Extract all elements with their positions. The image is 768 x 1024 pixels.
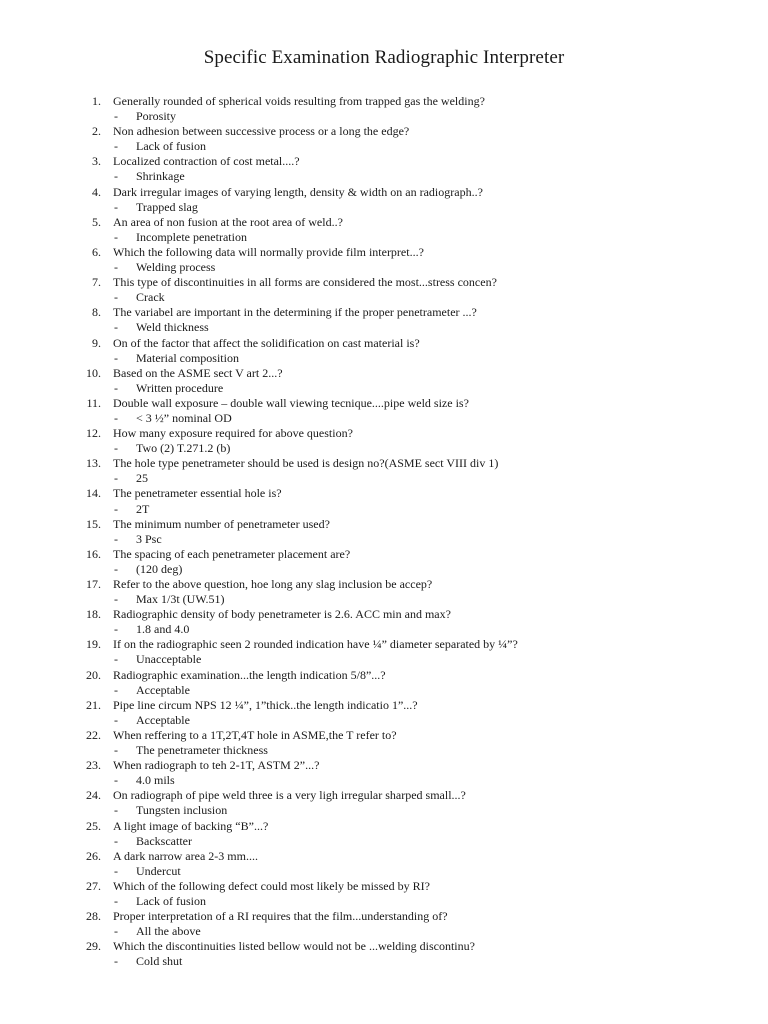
question-number: 28. [86,909,101,924]
question-number: 27. [86,878,101,893]
question-line [0,426,768,441]
answer-bullet: - [114,109,118,124]
question-number: 3. [92,154,101,169]
answer-line [0,894,768,909]
question-list [0,94,768,969]
question-item [0,939,768,969]
answer-line [0,652,768,667]
question-line [0,879,768,894]
answer-text: Shrinkage [136,169,185,184]
answer-line [0,381,768,396]
question-line [0,215,768,230]
answer-bullet: - [114,531,118,546]
question-text: Dark irregular images of varying length, density & width on an radiograph..? [113,184,483,199]
question-text: Non adhesion between successive process or a long the edge? [113,124,410,139]
answer-text: All the above [136,924,201,939]
question-text: How many exposure required for above question? [113,426,353,441]
answer-text: Written procedure [136,380,224,395]
answer-bullet: - [114,803,118,818]
question-text: Generally rounded of spherical voids resulting from trapped gas the welding? [113,94,485,108]
question-line [0,849,768,864]
question-number: 24. [86,788,101,803]
question-text: Double wall exposure – double wall viewing tecnique....pipe weld size is? [113,395,469,410]
question-line [0,819,768,834]
answer-line [0,622,768,637]
question-line [0,637,768,652]
question-line [0,909,768,924]
question-number: 7. [92,275,101,290]
answer-line [0,290,768,305]
question-line [0,245,768,260]
question-item [0,366,768,396]
question-line [0,939,768,954]
question-number: 10. [86,365,101,380]
question-item [0,577,768,607]
question-text: When radiograph to teh 2-1T, ASTM 2”...? [113,758,320,773]
question-number: 29. [86,939,101,954]
question-item [0,486,768,516]
answer-bullet: - [114,652,118,667]
answer-text: Max 1/3t (UW.51) [136,592,225,607]
question-item [0,517,768,547]
question-item [0,607,768,637]
answer-line [0,260,768,275]
question-number: 22. [86,727,101,742]
question-item [0,547,768,577]
question-text: Localized contraction of cost metal....? [113,154,300,169]
answer-text: Cold shut [136,954,183,969]
question-number: 8. [92,305,101,320]
question-line [0,396,768,411]
answer-text: Trapped slag [136,199,198,214]
question-text: Based on the ASME sect V art 2...? [113,365,283,380]
answer-bullet: - [114,561,118,576]
question-text: Pipe line circum NPS 12 ¼”, 1”thick..the length indicatio 1”...? [113,697,418,712]
answer-bullet: - [114,441,118,456]
answer-text: Lack of fusion [136,139,206,154]
question-item [0,275,768,305]
answer-bullet: - [114,139,118,154]
answer-bullet: - [114,682,118,697]
question-line [0,456,768,471]
answer-line [0,502,768,517]
answer-text: 3 Psc [136,531,162,546]
question-text: The variabel are important in the determining if the proper penetrameter ...? [113,305,477,320]
answer-bullet: - [114,924,118,939]
answer-bullet: - [114,290,118,305]
question-number: 6. [92,244,101,259]
answer-bullet: - [114,501,118,516]
answer-line [0,743,768,758]
answer-line [0,954,768,969]
answer-text: (120 deg) [136,561,183,576]
question-item [0,788,768,818]
question-item [0,396,768,426]
question-text: If on the radiographic seen 2 rounded indication have ¼” diameter separated by ¼”? [113,637,518,652]
answer-bullet: - [114,380,118,395]
answer-text: Material composition [136,350,239,365]
question-text: A dark narrow area 2-3 mm.... [113,848,258,863]
answer-text: Acceptable [136,712,190,727]
answer-line [0,562,768,577]
question-item [0,909,768,939]
question-item [0,668,768,698]
question-number: 20. [86,667,101,682]
answer-bullet: - [114,622,118,637]
question-number: 2. [92,124,101,139]
answer-line [0,683,768,698]
answer-text: Tungsten inclusion [136,803,228,818]
answer-line [0,411,768,426]
question-item [0,336,768,366]
answer-bullet: - [114,229,118,244]
question-line [0,728,768,743]
question-number: 15. [86,516,101,531]
question-item [0,698,768,728]
answer-text: 1.8 and 4.0 [136,622,190,637]
answer-bullet: - [114,712,118,727]
answer-line [0,169,768,184]
question-line [0,305,768,320]
answer-bullet: - [114,954,118,969]
question-line [0,788,768,803]
answer-line [0,592,768,607]
question-item [0,154,768,184]
question-number: 5. [92,214,101,229]
question-text: On radiograph of pipe weld three is a very ligh irregular sharped small...? [113,788,466,803]
question-line [0,547,768,562]
answer-bullet: - [114,592,118,607]
question-text: Radiographic density of body penetrameter is 2.6. ACC min and max? [113,607,451,622]
answer-line [0,351,768,366]
question-item [0,94,768,124]
question-number: 1. [92,94,101,108]
question-text: The hole type penetrameter should be used is design no?(ASME sect VIII div 1) [113,456,499,471]
question-text: When reffering to a 1T,2T,4T hole in ASME,the T refer to? [113,727,397,742]
answer-bullet: - [114,320,118,335]
question-item [0,849,768,879]
answer-line [0,773,768,788]
answer-line [0,713,768,728]
question-text: Which the following data will normally provide film interpret...? [113,244,424,259]
answer-text: Crack [136,290,165,305]
answer-text: < 3 ½” nominal OD [136,410,232,425]
question-line [0,154,768,169]
question-line [0,517,768,532]
question-line [0,94,768,109]
question-item [0,456,768,486]
answer-line [0,200,768,215]
question-number: 12. [86,426,101,441]
question-number: 18. [86,607,101,622]
question-number: 11. [86,395,101,410]
question-line [0,336,768,351]
question-number: 25. [86,818,101,833]
question-line [0,577,768,592]
question-item [0,426,768,456]
answer-bullet: - [114,471,118,486]
question-item [0,245,768,275]
answer-bullet: - [114,350,118,365]
answer-line [0,471,768,486]
question-text: This type of discontinuities in all forms are considered the most...stress concen? [113,275,497,290]
question-text: Radiographic examination...the length indication 5/8”...? [113,667,386,682]
question-text: Refer to the above question, hoe long any slag inclusion be accep? [113,577,433,591]
question-number: 19. [86,637,101,652]
question-number: 9. [92,335,101,350]
answer-text: Two (2) T.271.2 (b) [136,441,231,456]
question-number: 4. [92,184,101,199]
answer-line [0,803,768,818]
question-number: 26. [86,848,101,863]
question-item [0,728,768,758]
answer-bullet: - [114,833,118,848]
answer-text: The penetrameter thickness [136,743,268,758]
question-number: 14. [86,486,101,501]
question-item [0,637,768,667]
answer-line [0,139,768,154]
question-item [0,819,768,849]
question-line [0,124,768,139]
answer-bullet: - [114,199,118,214]
question-line [0,185,768,200]
page-title: Specific Examination Radiographic Interpreter [203,47,565,68]
answer-line [0,320,768,335]
question-text: Which the discontinuities listed bellow would not be ...welding discontinu? [113,939,475,954]
answer-text: Backscatter [136,833,192,848]
question-item [0,124,768,154]
question-line [0,366,768,381]
answer-line [0,864,768,879]
question-text: The minimum number of penetrameter used? [113,516,330,531]
question-line [0,275,768,290]
question-item [0,215,768,245]
answer-bullet: - [114,893,118,908]
answer-bullet: - [114,169,118,184]
answer-text: Lack of fusion [136,893,206,908]
answer-bullet: - [114,743,118,758]
question-item [0,758,768,788]
answer-text: 4.0 mils [136,773,175,788]
question-line [0,486,768,501]
question-text: A light image of backing “B”...? [113,818,269,833]
question-item [0,185,768,215]
question-text: The spacing of each penetrameter placement are? [113,546,351,561]
answer-text: 2T [136,501,150,516]
question-text: On of the factor that affect the solidification on cast material is? [113,335,420,350]
answer-text: Welding process [136,260,216,275]
answer-bullet: - [114,260,118,275]
answer-text: 25 [136,471,148,486]
question-number: 21. [86,697,101,712]
question-text: Proper interpretation of a RI requires that the film...understanding of? [113,909,448,924]
answer-text: Unacceptable [136,652,202,667]
question-number: 23. [86,758,101,773]
answer-line [0,230,768,245]
question-item [0,879,768,909]
answer-text: Porosity [136,109,177,124]
question-line [0,668,768,683]
question-line [0,758,768,773]
answer-text: Weld thickness [136,320,209,335]
question-number: 13. [86,456,101,471]
answer-line [0,441,768,456]
answer-bullet: - [114,773,118,788]
question-text: The penetrameter essential hole is? [113,486,282,501]
answer-text: Acceptable [136,682,190,697]
answer-bullet: - [114,863,118,878]
answer-text: Incomplete penetration [136,229,247,244]
question-text: Which of the following defect could most likely be missed by RI? [113,878,430,893]
answer-line [0,532,768,547]
question-number: 17. [86,577,101,591]
question-line [0,607,768,622]
question-line [0,698,768,713]
question-text: An area of non fusion at the root area of weld..? [113,214,343,229]
question-item [0,305,768,335]
question-number: 16. [86,546,101,561]
answer-line [0,834,768,849]
answer-line [0,924,768,939]
answer-line [0,109,768,124]
answer-text: Undercut [136,863,181,878]
answer-bullet: - [114,410,118,425]
